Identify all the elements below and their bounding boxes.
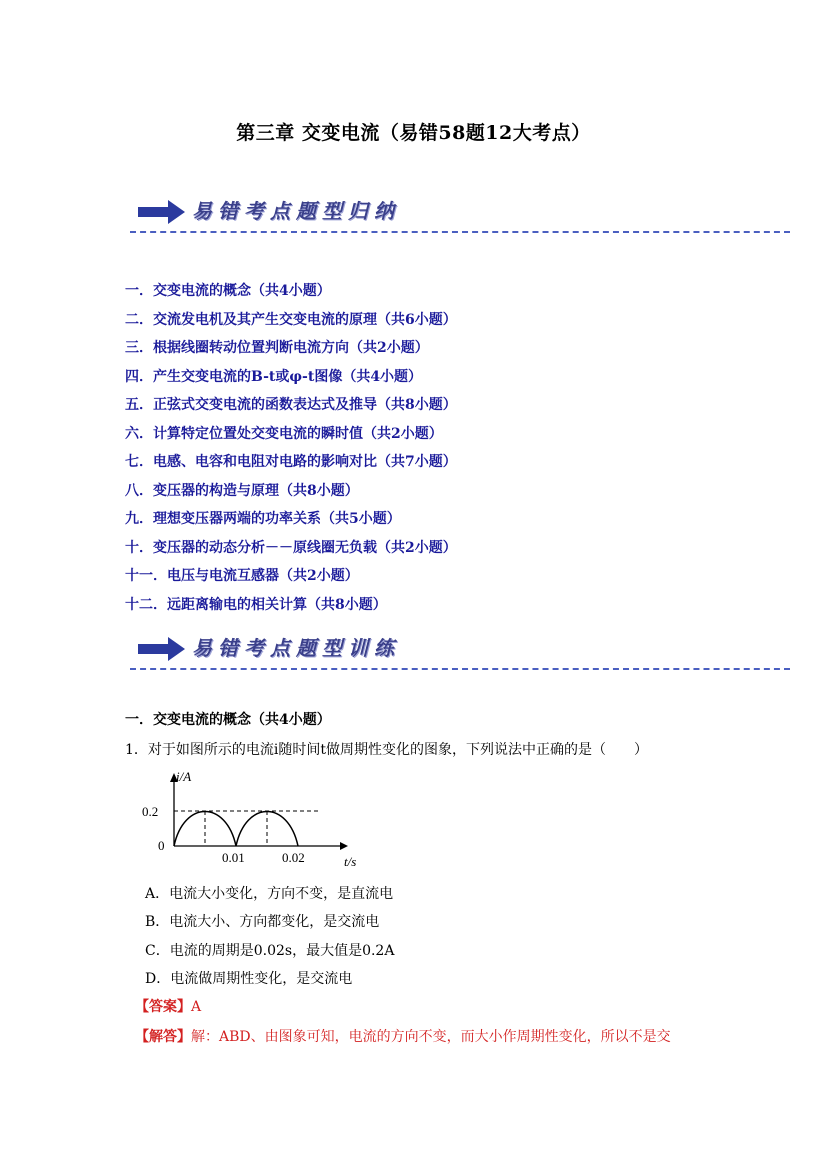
analysis-line (135, 1026, 671, 1046)
banner-title: 易错考点题型训练 (192, 636, 400, 660)
x-axis-label: t/s (344, 854, 357, 868)
topic-item: 五．正弦式交变电流的函数表达式及推导（共8小题） (125, 397, 457, 413)
x-tick-label: 0.02 (282, 850, 305, 865)
topic-item: 九．理想变压器两端的功率关系（共5小题） (125, 511, 401, 527)
topic-item: 十二．远距离输电的相关计算（共8小题） (125, 596, 387, 613)
topic-item: 四．产生交变电流的B-t或φ-t图像（共4小题） (125, 368, 423, 385)
page-title: 第三章 交变电流（易错58题12大考点） (236, 122, 591, 144)
topic-item: 一．交变电流的概念（共4小题） (125, 283, 331, 299)
option-d: D．电流做周期性变化，是交流电 (145, 971, 353, 987)
option-c: C．电流的周期是0.02s，最大值是0.2A (145, 943, 395, 959)
section-banner-training (130, 630, 790, 670)
topic-item: 二．交流发电机及其产生交变电流的原理（共6小题） (125, 311, 457, 328)
option-a: A．电流大小变化，方向不变，是直流电 (145, 886, 394, 902)
analysis-text: 解：ABD、由图象可知，电流的方向不变，而大小作周期性变化，所以不是交 (191, 1029, 671, 1045)
topic-item: 七．电感、电容和电阻对电路的影响对比（共7小题） (125, 454, 457, 470)
section-heading: 一．交变电流的概念（共4小题） (125, 712, 331, 728)
origin-label: 0 (158, 838, 165, 853)
question-stem: 1．对于如图所示的电流i随时间t做周期性变化的图象，下列说法中正确的是（ ） (125, 742, 649, 758)
banner-title: 易错考点题型归纳 (192, 199, 400, 223)
current-time-graph (140, 768, 370, 868)
answer-value: A (191, 999, 202, 1015)
answer-label: 【答案】 (135, 999, 191, 1015)
arrow-right-icon (138, 199, 186, 225)
analysis-label: 【解答】 (135, 1029, 191, 1045)
arrow-right-icon (138, 636, 186, 662)
answer-line (135, 996, 201, 1016)
current-curve (174, 812, 298, 847)
banner-divider (130, 668, 790, 670)
section-banner-summary (130, 193, 790, 233)
y-tick-label: 0.2 (142, 804, 159, 819)
x-tick-label: 0.01 (222, 850, 245, 865)
banner-divider (130, 231, 790, 233)
option-b: B．电流大小、方向都变化，是交流电 (145, 914, 380, 930)
topic-item: 六．计算特定位置处交变电流的瞬时值（共2小题） (125, 425, 443, 442)
topic-item: 八．变压器的构造与原理（共8小题） (125, 482, 359, 499)
topic-list (125, 280, 457, 622)
x-axis-arrow-icon (340, 842, 348, 850)
topic-item: 十．变压器的动态分析－－原线圈无负载（共2小题） (125, 539, 457, 556)
topic-item: 三．根据线圈转动位置判断电流方向（共2小题） (125, 340, 429, 356)
topic-item: 十一．电压与电流互感器（共2小题） (125, 568, 359, 584)
y-axis-label: i/A (176, 769, 192, 784)
